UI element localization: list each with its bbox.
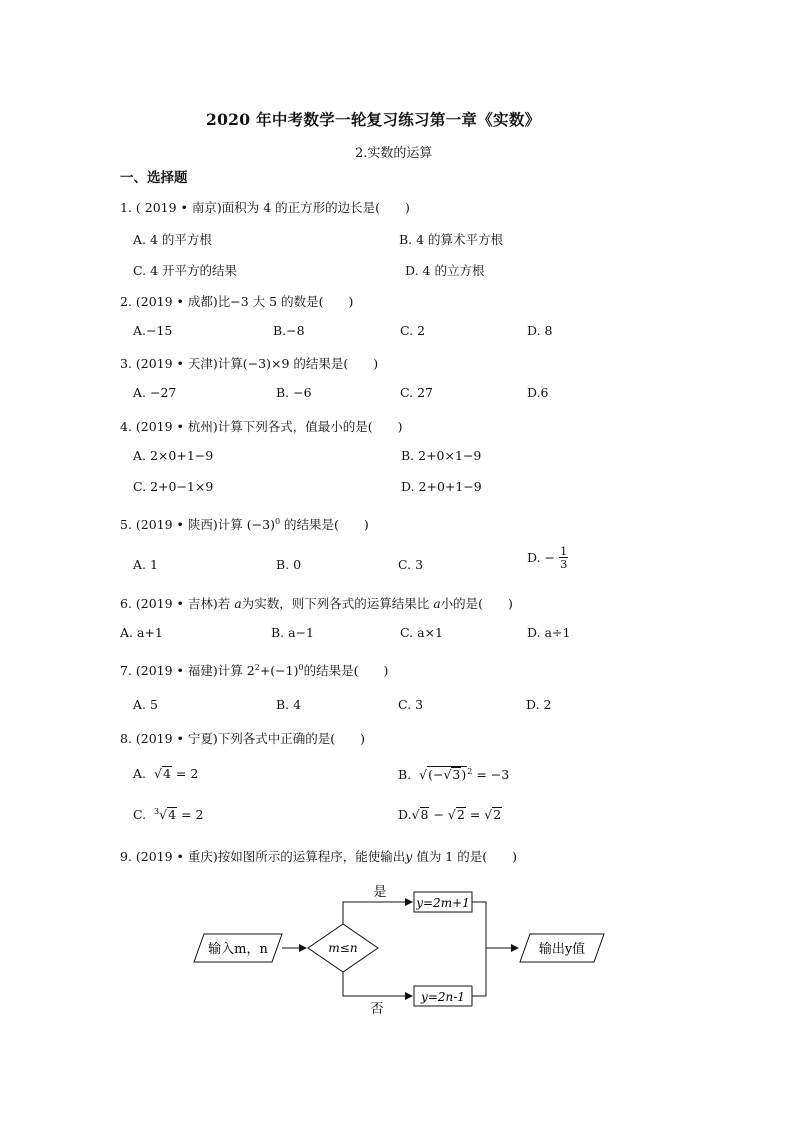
question-6-option-a: A. a+1 <box>120 625 163 640</box>
question-6-option-b: B. a−1 <box>271 625 315 640</box>
question-4-stem: 4. (2019 • 杭州)计算下列各式，值最小的是( ) <box>120 419 403 434</box>
question-8-option-a: A. √4 = 2 <box>133 766 199 781</box>
option-rest: = 2 <box>175 766 199 781</box>
question-5-fraction <box>559 545 568 570</box>
question-6-option-c: C. a×1 <box>400 625 443 640</box>
question-8-option-b: B. $√(-√3)^2 = -3$ <box>398 766 510 782</box>
question-5-option-b: B. 0 <box>276 557 302 572</box>
question-1-option-c: C. 4 开平方的结果 <box>133 263 237 278</box>
question-2-option-b: B.−8 <box>273 323 305 338</box>
question-3-option-a: A. −27 <box>133 385 177 400</box>
question-5-option-d-label: D. − <box>527 550 555 565</box>
flowchart <box>190 880 610 1024</box>
question-9-var: y <box>405 849 413 864</box>
question-2-option-c: C. 2 <box>400 323 426 338</box>
no-branch-line <box>343 972 412 996</box>
flowchart-svg <box>190 880 610 1020</box>
condition-label: m≤n <box>328 941 358 955</box>
question-3-stem: 3. (2019 • 天津)计算(−3)×9 的结果是( ) <box>120 356 379 371</box>
question-7-option-b: B. 4 <box>276 697 302 712</box>
page-title: 2020 年中考数学一轮复习练习第一章《实数》 <box>206 110 541 129</box>
question-1-stem: 1. ( 2019 • 南京)面积为 4 的正方形的边长是( ) <box>120 200 410 215</box>
question-7-option-c: C. 3 <box>398 697 424 712</box>
question-6-stem-suffix: 小的是( ) <box>440 596 513 611</box>
no-label: 否 <box>370 1002 384 1017</box>
merge-line <box>472 902 486 996</box>
question-3-option-c: C. 27 <box>400 385 433 400</box>
question-3-option-b: B. −6 <box>276 385 312 400</box>
question-5-exponent: 0 <box>274 516 281 526</box>
question-8-option-c: C. $^3$√4 = 2 <box>133 807 204 823</box>
question-5-option-c: C. 3 <box>398 557 424 572</box>
question-4-option-a: A. 2×0+1−9 <box>133 448 214 463</box>
radicand: 4 <box>162 766 171 781</box>
option-rest: = −3 <box>476 767 510 782</box>
option-letter: B. <box>398 767 412 782</box>
exponent: 2 <box>467 766 473 776</box>
question-5-stem <box>120 515 369 533</box>
question-8-stem: 8. (2019 • 宁夏)下列各式中正确的是( ) <box>120 731 366 746</box>
question-1-option-a: A. 4 的平方根 <box>133 232 212 247</box>
question-7-option-a: A. 5 <box>133 697 158 712</box>
fraction-numerator: 1 <box>559 544 568 558</box>
radicand-3: 2 <box>493 807 502 822</box>
question-4-option-b: B. 2+0×1−9 <box>401 448 482 463</box>
radicand-open: (− <box>428 767 444 782</box>
minus: − <box>433 807 444 822</box>
question-7-stem-mid: +(−1) <box>259 663 299 678</box>
question-5-expr: (−3) <box>246 517 275 532</box>
option-letter: D. <box>398 807 412 822</box>
question-2-option-a: A.−15 <box>133 323 173 338</box>
option-letter: A. <box>133 766 147 781</box>
inner-radicand: 3 <box>452 767 461 782</box>
question-3-option-d: D.6 <box>527 385 549 400</box>
question-6-stem <box>120 594 513 612</box>
question-6-stem-prefix: 6. (2019 • 吉林)若 <box>120 596 235 611</box>
question-6-option-d: D. a÷1 <box>527 625 571 640</box>
question-5-stem-suffix: 的结果是( ) <box>284 517 369 532</box>
section-heading: 一、选择题 <box>120 170 188 186</box>
radicand-close: ) <box>461 767 467 782</box>
question-7-option-d: D. 2 <box>526 697 552 712</box>
question-4-option-c: C. 2+0−1×9 <box>133 479 214 494</box>
question-9-stem <box>120 847 517 865</box>
question-7-stem <box>120 661 388 679</box>
question-4-option-d: D. 2+0+1−9 <box>401 479 482 494</box>
question-9-stem-prefix: 9. (2019 • 重庆)按如图所示的运算程序，能使输出 <box>120 849 406 864</box>
question-7-stem-prefix: 7. (2019 • 福建)计算 2 <box>120 663 255 678</box>
radicand-1: 8 <box>420 807 429 822</box>
no-formula: y=2n-1 <box>421 990 465 1004</box>
fraction-denominator: 3 <box>559 557 568 571</box>
question-6-stem-mid: 为实数，则下列各式的运算结果比 <box>241 596 434 611</box>
yes-branch-line <box>343 902 412 924</box>
input-label: 输入m，n <box>208 942 268 957</box>
question-7-exp1: 2 <box>254 662 260 672</box>
question-2-stem: 2. (2019 • 成都)比−3 大 5 的数是( ) <box>120 294 354 309</box>
question-7-stem-suffix: 的结果是( ) <box>303 663 389 678</box>
option-rest: = 2 <box>181 807 204 823</box>
question-2-option-d: D. 8 <box>527 323 553 338</box>
question-1-option-d: D. 4 的立方根 <box>405 263 485 278</box>
output-label: 输出y值 <box>538 942 586 957</box>
root-index: 3 <box>154 807 160 816</box>
option-letter: C. <box>133 807 147 823</box>
question-8-option-d: D.√8 − √2 = √2 <box>398 807 502 822</box>
page-subtitle: 2.实数的运算 <box>355 146 433 161</box>
question-1-option-b: B. 4 的算术平方根 <box>399 232 504 247</box>
question-7-exp2: 0 <box>298 662 304 672</box>
radicand: (−√3) <box>428 767 467 782</box>
question-5-option-d <box>527 545 568 570</box>
radicand-2: 2 <box>456 807 465 822</box>
question-5-stem-prefix: 5. (2019 • 陕西)计算 <box>120 517 243 532</box>
radicand: 4 <box>168 807 177 823</box>
question-6-var: a <box>234 596 242 611</box>
yes-label: 是 <box>373 885 387 900</box>
yes-formula: y=2m+1 <box>416 896 470 910</box>
question-6-var2: a <box>433 596 441 611</box>
equals: = <box>469 807 481 822</box>
question-9-stem-suffix: 值为 1 的是( ) <box>412 849 517 864</box>
question-5-option-a: A. 1 <box>133 557 158 572</box>
